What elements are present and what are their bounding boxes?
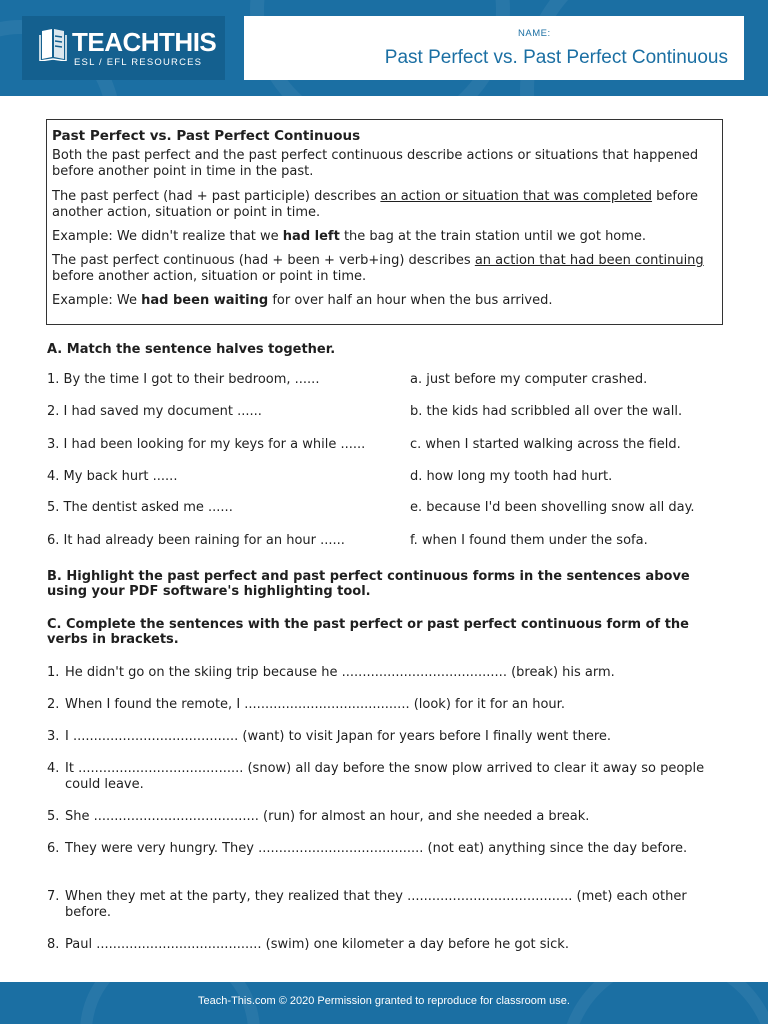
exercise-item [47, 665, 723, 681]
logo-title: TEACHTHIS [72, 27, 217, 57]
match-right-item: f. when I found them under the sofa. [410, 533, 648, 548]
item-text: They were very hungry. They ........................................ (not eat) anything since the day before. [65, 841, 688, 856]
match-right-item: b. the kids had scribbled all over the wall. [410, 404, 683, 419]
logo-subtitle: ESL / EFL RESOURCES [74, 57, 203, 68]
item-number: 1. [47, 665, 60, 680]
exercise-item [47, 761, 723, 793]
book-icon [38, 27, 68, 61]
item-text: She ........................................ (run) for almost an hour, and she needed a break. [65, 809, 590, 824]
past-perfect-description [52, 189, 717, 221]
match-left-item: 5. The dentist asked me ...... [47, 500, 233, 515]
item-text: I ........................................ (want) to visit Japan for years before I finally went there. [65, 729, 612, 744]
past-perfect-continuous-example [52, 293, 717, 309]
section-a-title: A. Match the sentence halves together. [47, 342, 336, 357]
section-c-title: C. Complete the sentences with the past perfect or past perfect continuous form of the verbs in brackets. [47, 617, 690, 647]
info-box-title: Past Perfect vs. Past Perfect Continuous [52, 128, 361, 144]
page-title: Past Perfect vs. Past Perfect Continuous [384, 47, 728, 68]
underlined-text: an action or situation that was completed [380, 189, 653, 204]
title-panel [244, 16, 744, 80]
grammar-info-box [46, 119, 723, 325]
bold-text: had left [282, 229, 340, 244]
exercise-item [47, 729, 723, 745]
header-banner [0, 0, 768, 96]
underlined-text: an action that had been continuing [474, 253, 704, 268]
exercise-item [47, 841, 723, 857]
match-left-item: 3. I had been looking for my keys for a while ...... [47, 437, 366, 452]
info-intro: Both the past perfect and the past perfect continuous describe actions or situations that happened before another point in time in the past. [52, 148, 699, 179]
exercise-item [47, 937, 723, 953]
item-text: He didn't go on the skiing trip because he ........................................ (break) his arm. [65, 665, 615, 680]
match-right-item: a. just before my computer crashed. [410, 372, 648, 387]
match-left-item: 1. By the time I got to their bedroom, ...... [47, 372, 320, 387]
item-number: 7. [47, 889, 60, 904]
item-number: 6. [47, 841, 60, 856]
item-number: 5. [47, 809, 60, 824]
text-span: for over half an hour when the bus arrived. [268, 293, 553, 308]
match-right-item: c. when I started walking across the field. [410, 437, 681, 452]
item-number: 3. [47, 729, 60, 744]
match-right-item: e. because I'd been shovelling snow all day. [410, 500, 695, 515]
text-span: The past perfect continuous (had + been + verb+ing) describes [52, 253, 475, 268]
name-label: NAME: [518, 28, 551, 39]
past-perfect-continuous-description [52, 253, 717, 285]
item-number: 4. [47, 761, 60, 776]
footer-banner [0, 982, 768, 1024]
item-text: When I found the remote, I ........................................ (look) for it for an hour. [65, 697, 565, 712]
exercise-item [47, 809, 723, 825]
text-span: the bag at the train station until we got home. [339, 229, 647, 244]
logo [22, 16, 225, 80]
match-left-item: 6. It had already been raining for an hour ...... [47, 533, 345, 548]
item-text: It ........................................ (snow) all day before the snow plow arrived to clear it away so people could leave. [65, 761, 705, 792]
match-left-item: 2. I had saved my document ...... [47, 404, 262, 419]
item-number: 8. [47, 937, 60, 952]
exercise-item [47, 697, 723, 713]
exercise-item [47, 889, 723, 921]
bold-text: had been waiting [141, 293, 269, 308]
text-span: Example: We [52, 293, 142, 308]
text-span: before another action, situation or point in time. [52, 189, 699, 220]
text-span: Example: We didn't realize that we [52, 229, 283, 244]
text-span: before another action, situation or point in time. [52, 269, 367, 284]
match-right-item: d. how long my tooth had hurt. [410, 469, 613, 484]
item-text: When they met at the party, they realized that they ........................................ (met) each other before. [65, 889, 687, 920]
match-left-item: 4. My back hurt ...... [47, 469, 178, 484]
text-span: The past perfect (had + past participle) describes [52, 189, 381, 204]
past-perfect-example [52, 229, 717, 245]
copyright-text: Teach-This.com © 2020 Permission granted to reproduce for classroom use. [198, 995, 570, 1007]
item-text: Paul ........................................ (swim) one kilometer a day before he got sick. [65, 937, 569, 952]
section-b-title: B. Highlight the past perfect and past perfect continuous forms in the sentences above using your PDF software's highlighting tool. [47, 569, 690, 599]
item-number: 2. [47, 697, 60, 712]
